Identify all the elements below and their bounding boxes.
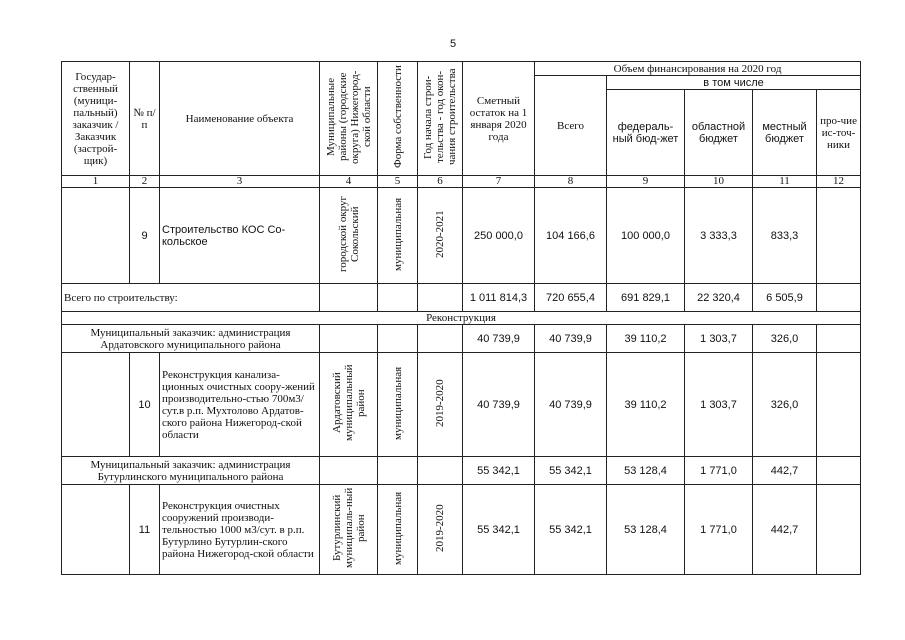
section-title: Реконструкция	[62, 312, 861, 325]
cell-years-text: 2020-2021	[434, 210, 446, 258]
cell-federal: 53 128,4	[607, 457, 685, 485]
cell-federal: 691 829,1	[607, 284, 685, 312]
col-index: 2	[130, 176, 160, 188]
cell-empty	[378, 457, 418, 485]
header-including: в том числе	[607, 76, 861, 90]
cell-ownership-text: муниципальная	[391, 197, 404, 271]
header-years	[418, 62, 463, 176]
cell-ownership-text: муниципальная	[391, 366, 404, 440]
col-index: 12	[817, 176, 861, 188]
cell-estimate: 55 342,1	[463, 485, 535, 575]
cell-empty	[418, 325, 463, 353]
cell-total: 720 655,4	[535, 284, 607, 312]
cell-regional: 1 303,7	[685, 353, 753, 457]
cell-estimate: 40 739,9	[463, 353, 535, 457]
cell-local: 326,0	[753, 353, 817, 457]
header-funding-group: Объем финансирования на 2020 год	[535, 62, 861, 76]
cell-other	[817, 353, 861, 457]
cell-local: 6 505,9	[753, 284, 817, 312]
cell-regional: 1 771,0	[685, 485, 753, 575]
cell-district	[320, 188, 378, 284]
cell-ownership	[378, 353, 418, 457]
cell-federal: 100 000,0	[607, 188, 685, 284]
cell-federal: 39 110,2	[607, 325, 685, 353]
cell-estimate: 250 000,0	[463, 188, 535, 284]
header-total: Всего	[535, 76, 607, 176]
cell-empty	[320, 284, 378, 312]
col-index: 8	[535, 176, 607, 188]
cell-empty	[378, 325, 418, 353]
cell-ownership	[378, 188, 418, 284]
cell-years-text: 2019-2020	[434, 379, 446, 427]
customer-label: Муниципальный заказчик: администрация Ардатовского муниципального района	[62, 325, 320, 353]
cell-regional: 3 333,3	[685, 188, 753, 284]
table-row	[62, 485, 861, 575]
col-index: 10	[685, 176, 753, 188]
header-customer: Государ-ственный (муници-пальный) заказчик / Заказчик (застрой-щик)	[62, 62, 130, 176]
cell-years	[418, 485, 463, 575]
cell-total: 40 739,9	[535, 353, 607, 457]
cell-years	[418, 353, 463, 457]
cell-customer	[62, 353, 130, 457]
header-local: местный бюджет	[753, 90, 817, 176]
header-district	[320, 62, 378, 176]
cell-empty	[418, 284, 463, 312]
col-index: 6	[418, 176, 463, 188]
header-regional: областной бюджет	[685, 90, 753, 176]
cell-object-name: Строительство КОС Со-кольское	[160, 188, 320, 284]
cell-years-text: 2019-2020	[434, 504, 446, 552]
cell-regional: 22 320,4	[685, 284, 753, 312]
table-row	[62, 188, 861, 284]
table-row-customer	[62, 457, 861, 485]
col-index: 5	[378, 176, 418, 188]
cell-total: 55 342,1	[535, 457, 607, 485]
header-ownership-text: Форма собственности	[391, 65, 404, 169]
cell-empty	[320, 457, 378, 485]
cell-estimate: 1 011 814,3	[463, 284, 535, 312]
cell-district	[320, 485, 378, 575]
cell-regional: 1 771,0	[685, 457, 753, 485]
cell-local: 326,0	[753, 325, 817, 353]
cell-local: 833,3	[753, 188, 817, 284]
cell-district-text: Ардатовский муниципальный район	[330, 364, 367, 442]
header-number: № п/п	[130, 62, 160, 176]
cell-federal: 39 110,2	[607, 353, 685, 457]
cell-local: 442,7	[753, 485, 817, 575]
cell-ownership	[378, 485, 418, 575]
cell-federal: 53 128,4	[607, 485, 685, 575]
cell-district-text: городской округ Сокольский	[336, 195, 361, 273]
col-index: 9	[607, 176, 685, 188]
col-index: 3	[160, 176, 320, 188]
cell-total: 55 342,1	[535, 485, 607, 575]
cell-other	[817, 188, 861, 284]
cell-number: 10	[130, 353, 160, 457]
total-construction-label: Всего по строительству:	[62, 284, 320, 312]
cell-district	[320, 353, 378, 457]
cell-other	[817, 485, 861, 575]
header-other: про-чие ис-точ-ники	[817, 90, 861, 176]
col-index: 11	[753, 176, 817, 188]
header-ownership	[378, 62, 418, 176]
table-row	[62, 353, 861, 457]
col-index: 1	[62, 176, 130, 188]
col-index: 7	[463, 176, 535, 188]
cell-empty	[817, 284, 861, 312]
cell-empty	[378, 284, 418, 312]
cell-total: 40 739,9	[535, 325, 607, 353]
cell-object-name: Реконструкция очистных сооружений производи-тельностью 1000 м3/сут. в р.п. Бутурлино Бутурлин-ского района Нижегород-ской области	[160, 485, 320, 575]
cell-number: 9	[130, 188, 160, 284]
header-object-name: Наименование объекта	[160, 62, 320, 176]
column-index-row	[62, 176, 861, 188]
header-estimate: Сметный остаток на 1 января 2020 года	[463, 62, 535, 176]
cell-number: 11	[130, 485, 160, 575]
cell-empty	[817, 457, 861, 485]
cell-estimate: 55 342,1	[463, 457, 535, 485]
cell-object-name: Реконструкция канализа-ционных очистных соору-жений производительно-стью 700м3/сут.в р.п. Мухтолово Ардатов-ского района Нижегород-ской области	[160, 353, 320, 457]
customer-label: Муниципальный заказчик: администрация Бутурлинского муниципального района	[62, 457, 320, 485]
cell-total: 104 166,6	[535, 188, 607, 284]
section-row	[62, 312, 861, 325]
cell-estimate: 40 739,9	[463, 325, 535, 353]
table-row-customer	[62, 325, 861, 353]
cell-empty	[817, 325, 861, 353]
cell-regional: 1 303,7	[685, 325, 753, 353]
cell-empty	[418, 457, 463, 485]
col-index: 4	[320, 176, 378, 188]
cell-customer	[62, 188, 130, 284]
page-number: 5	[449, 38, 457, 50]
cell-customer	[62, 485, 130, 575]
header-district-text: Муниципальные районы (городские округа) Нижегород-ской области	[324, 70, 373, 164]
cell-years	[418, 188, 463, 284]
header-federal: федераль-ный бюд-жет	[607, 90, 685, 176]
cell-empty	[320, 325, 378, 353]
table-row-total	[62, 284, 861, 312]
cell-district-text: Бутурлинский муниципаль-ный район	[330, 487, 367, 569]
header-years-text: Год начала строи-тельства - год окон-чания строительства	[422, 68, 458, 166]
financing-table	[61, 61, 861, 575]
cell-local: 442,7	[753, 457, 817, 485]
cell-ownership-text: муниципальная	[391, 491, 404, 565]
